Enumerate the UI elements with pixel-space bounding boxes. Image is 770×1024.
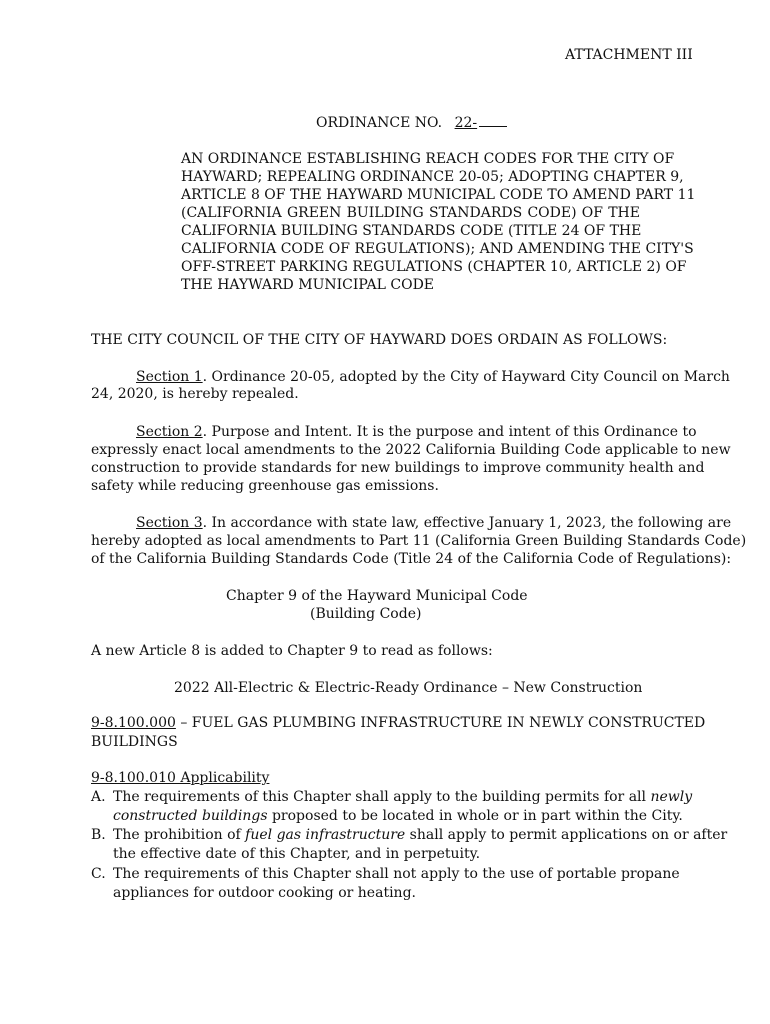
title-line: (CALIFORNIA GREEN BUILDING STANDARDS CODE) OF THE bbox=[181, 205, 640, 221]
ordinance-name: 2022 All-Electric & Electric-Ready Ordinance – New Construction bbox=[174, 680, 643, 696]
list-marker: C. bbox=[91, 866, 106, 882]
title-line: CALIFORNIA CODE OF REGULATIONS); AND AMENDING THE CITY'S bbox=[181, 241, 694, 257]
section-3-text: . In accordance with state law, effective January 1, 2023, the following are bbox=[202, 515, 732, 531]
section-2-text: . Purpose and Intent. It is the purpose and intent of this Ordinance to bbox=[202, 424, 697, 440]
section-900-number: 9-8.100.000 bbox=[91, 715, 176, 731]
section-1-label: Section 1 bbox=[136, 369, 203, 385]
section-2-text: safety while reducing greenhouse gas emissions. bbox=[91, 478, 439, 494]
list-item-text: The requirements of this Chapter shall not apply to the use of portable propane bbox=[113, 866, 680, 882]
list-item-text: The prohibition of bbox=[113, 827, 246, 843]
applicability-heading: 9-8.100.010 Applicability bbox=[91, 770, 270, 786]
title-line: THE HAYWARD MUNICIPAL CODE bbox=[181, 277, 435, 293]
chapter-heading: Chapter 9 of the Hayward Municipal Code bbox=[226, 588, 528, 604]
section-900-title: – FUEL GAS PLUMBING INFRASTRUCTURE IN NEWLY CONSTRUCTED bbox=[175, 715, 706, 731]
title-line: ARTICLE 8 OF THE HAYWARD MUNICIPAL CODE TO AMEND PART 11 bbox=[181, 187, 696, 203]
list-item-italic: fuel gas infrastructure bbox=[245, 827, 406, 843]
title-line: HAYWARD; REPEALING ORDINANCE 20-05; ADOPTING CHAPTER 9, bbox=[181, 169, 684, 185]
ordinance-number: 22- bbox=[454, 115, 478, 131]
list-marker: B. bbox=[91, 827, 106, 843]
section-1-text: 24, 2020, is hereby repealed. bbox=[91, 386, 299, 402]
ordinance-number-line bbox=[316, 114, 507, 133]
section-2-text: construction to provide standards for new buildings to improve community health and bbox=[91, 460, 705, 476]
attachment-label: ATTACHMENT III bbox=[565, 47, 693, 63]
list-item-text: the effective date of this Chapter, and in perpetuity. bbox=[113, 846, 481, 862]
section-2-label: Section 2 bbox=[136, 424, 203, 440]
title-line: OFF-STREET PARKING REGULATIONS (CHAPTER 10, ARTICLE 2) OF bbox=[181, 259, 687, 275]
section-3-text: of the California Building Standards Code (Title 24 of the California Code of Regulations): bbox=[91, 551, 732, 567]
new-article-text: A new Article 8 is added to Chapter 9 to read as follows: bbox=[91, 643, 493, 659]
title-line: CALIFORNIA BUILDING STANDARDS CODE (TITLE 24 OF THE bbox=[181, 223, 642, 239]
list-item-italic: constructed buildings bbox=[113, 808, 268, 824]
list-item-text: The requirements of this Chapter shall apply to the building permits for all bbox=[113, 789, 651, 805]
title-line: AN ORDINANCE ESTABLISHING REACH CODES FOR THE CITY OF bbox=[181, 151, 675, 167]
list-item-text: appliances for outdoor cooking or heating. bbox=[113, 885, 416, 901]
list-marker: A. bbox=[91, 789, 106, 805]
ordain-clause: THE CITY COUNCIL OF THE CITY OF HAYWARD DOES ORDAIN AS FOLLOWS: bbox=[91, 332, 668, 348]
ordinance-number-blank bbox=[479, 114, 507, 127]
section-900-title: BUILDINGS bbox=[91, 734, 178, 750]
list-item-text: proposed to be located in whole or in part within the City. bbox=[267, 808, 683, 824]
section-3-text: hereby adopted as local amendments to Part 11 (California Green Building Standards Code) bbox=[91, 533, 747, 549]
section-1-text: . Ordinance 20-05, adopted by the City of Hayward City Council on March bbox=[202, 369, 730, 385]
list-item-italic: newly bbox=[650, 789, 693, 805]
section-3-label: Section 3 bbox=[136, 515, 203, 531]
chapter-subheading: (Building Code) bbox=[310, 606, 422, 622]
list-item-text: shall apply to permit applications on or after bbox=[405, 827, 728, 843]
section-2-text: expressly enact local amendments to the 2022 California Building Code applicable to new bbox=[91, 442, 731, 458]
ordinance-label: ORDINANCE NO. bbox=[316, 115, 443, 131]
